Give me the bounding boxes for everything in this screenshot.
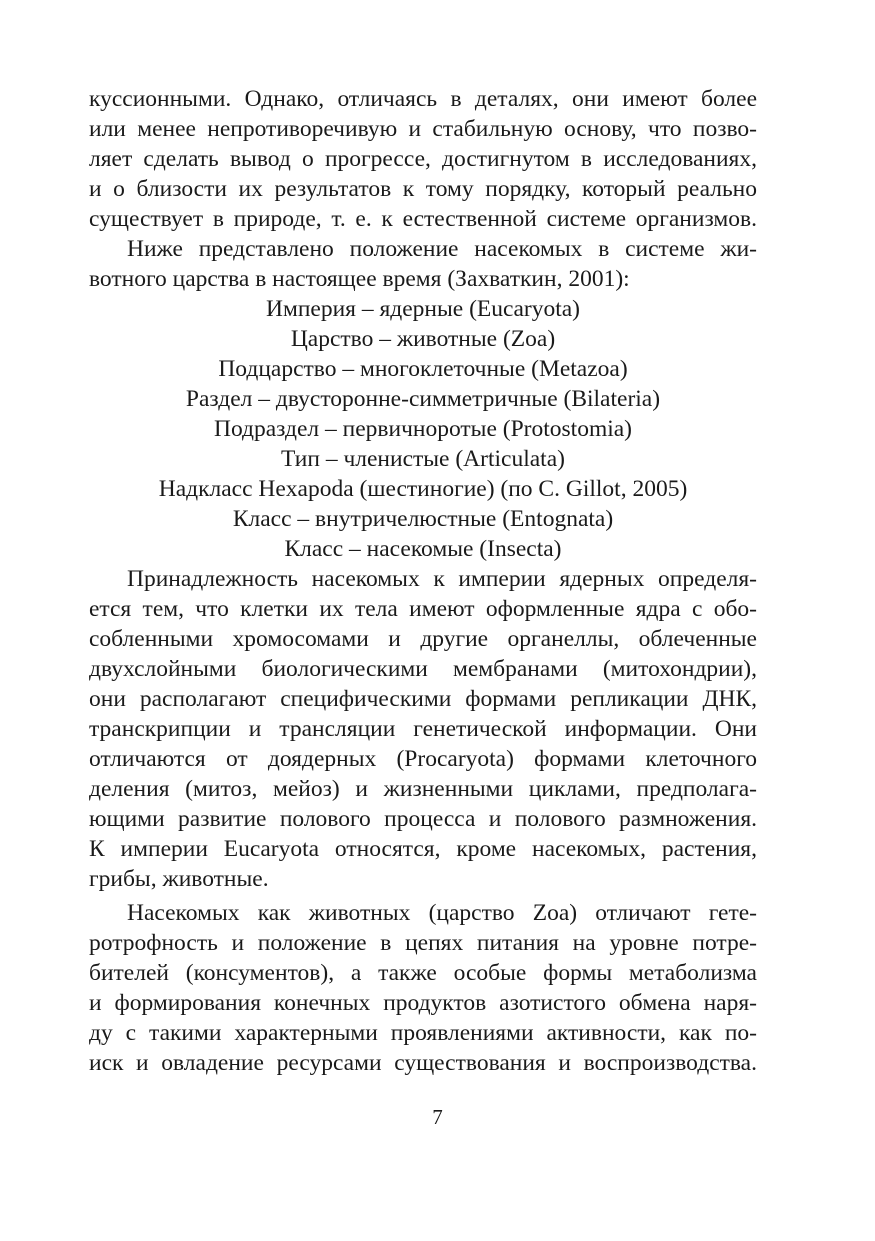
text-line: иск и овладение ресурсами существования и воспроизводства. [89, 1050, 757, 1076]
text-line: и о близости их результатов к тому порядку, который реально [89, 176, 757, 202]
text-line: ротрофность и положение в цепях питания на уровне потре- [89, 930, 757, 956]
text-line: К империи Eucaryota относятся, кроме насекомых, растения, [89, 836, 757, 862]
text-line: существует в природе, т. е. к естественной системе организмов. [89, 206, 757, 232]
text-line: собленными хромосомами и другие органеллы, облеченные [89, 626, 757, 652]
taxonomy-rank: Царство – животные (Zoa) [290, 326, 556, 352]
taxonomy-rank: Империя – ядерные (Eucaryota) [265, 296, 580, 322]
taxonomy-rank: Класс – насекомые (Insecta) [284, 536, 562, 562]
page-number: 7 [432, 1105, 443, 1129]
paragraph-continuation [89, 84, 757, 234]
text-line: они располагают специфическими формами репликации ДНК, [89, 686, 757, 712]
taxonomy-list [89, 294, 757, 564]
taxonomy-rank: Подраздел – первичноротые (Protostomia) [213, 416, 633, 442]
text-line: Принадлежность насекомых к империи ядерных определя- [127, 566, 757, 592]
text-line: ду с такими характерными проявлениями активности, как по- [89, 1020, 757, 1046]
text-line: ется тем, что клетки их тела имеют оформленные ядра с обо- [89, 596, 757, 622]
text-line: ющими развитие полового процесса и полового размножения. [89, 806, 757, 832]
taxonomy-rank: Надкласс Hexapoda (шестиногие) (по C. Gillot, 2005) [158, 476, 688, 502]
paragraph-zoa [89, 898, 757, 1078]
paragraph-eucaryota [89, 564, 757, 894]
paragraph-taxonomy-intro [89, 234, 757, 294]
text-line: транскрипции и трансляции генетической информации. Они [89, 716, 757, 742]
taxonomy-rank: Раздел – двусторонне-симметричные (Bilateria) [185, 386, 661, 412]
text-line: отличаются от доядерных (Procaryota) формами клеточного [89, 746, 757, 772]
text-line: куссионными. Однако, отличаясь в деталях, они имеют более [89, 86, 757, 112]
text-line: Ниже представлено положение насекомых в системе жи- [127, 236, 757, 262]
taxonomy-rank: Тип – членистые (Articulata) [281, 446, 565, 472]
text-line: бителей (консументов), а также особые формы метаболизма [89, 960, 757, 986]
text-line: вотного царства в настоящее время (Захваткин, 2001): [89, 266, 630, 292]
taxonomy-rank: Класс – внутричелюстные (Entognata) [232, 506, 614, 532]
text-line: грибы, животные. [89, 866, 269, 892]
text-line: и формирования конечных продуктов азотистого обмена наря- [89, 990, 757, 1016]
taxonomy-rank: Подцарство – многоклеточные (Metazoa) [218, 356, 628, 382]
text-line: или менее непротиворечивую и стабильную основу, что позво- [89, 116, 757, 142]
text-line: деления (митоз, мейоз) и жизненными циклами, предполага- [89, 776, 757, 802]
text-line: двухслойными биологическими мембранами (митохондрии), [89, 656, 757, 682]
page-body [89, 84, 757, 1078]
text-line: Насекомых как животных (царство Zoa) отличают гете- [127, 900, 757, 926]
text-line: ляет сделать вывод о прогрессе, достигнутом в исследованиях, [89, 146, 757, 172]
